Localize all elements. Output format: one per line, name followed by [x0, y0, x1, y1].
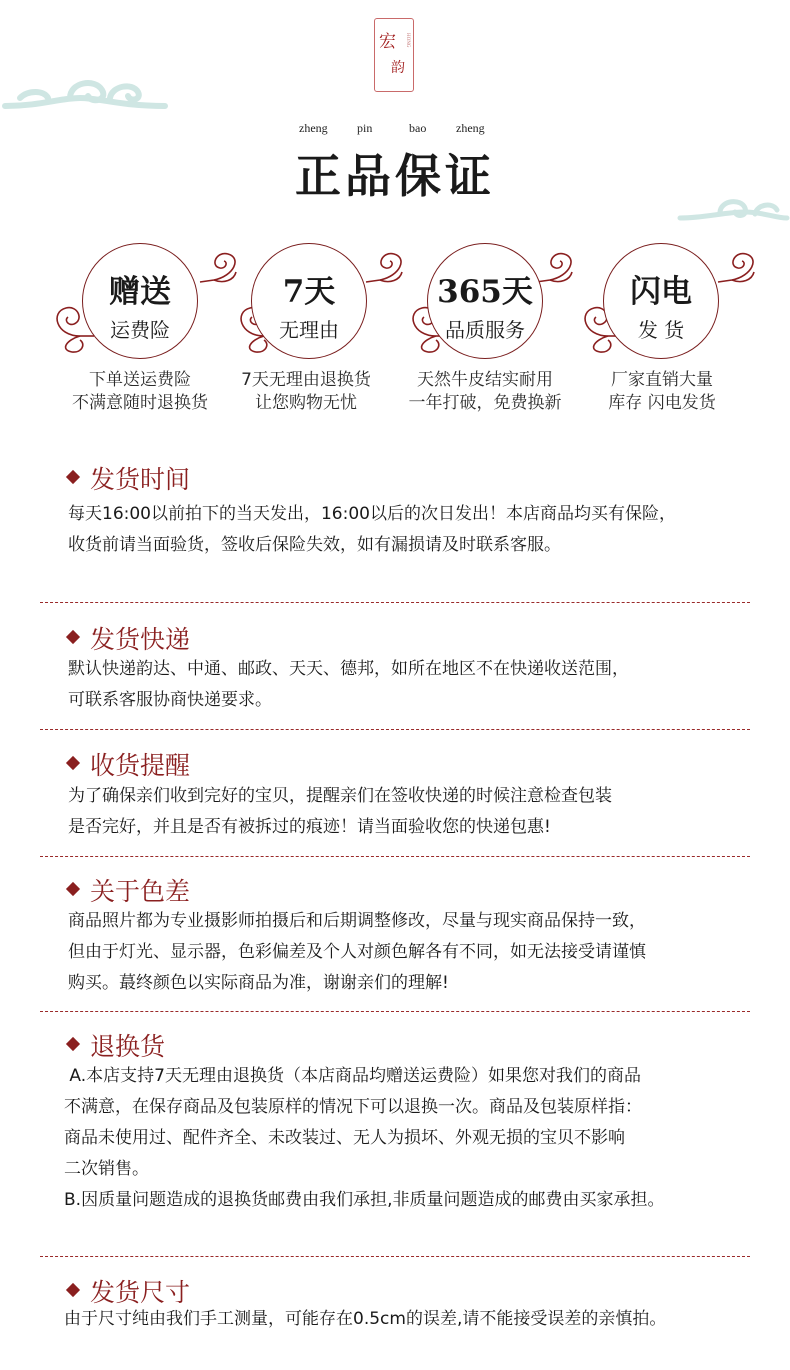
body-line: A.本店支持7天无理由退换货（本店商品均赠送运费险）如果您对我们的商品 [64, 1066, 641, 1086]
pinyin-3: bao [409, 121, 427, 135]
badge-lightning-shipping [603, 243, 719, 359]
section-divider [40, 602, 750, 603]
badge-desc-line: 天然牛皮结实耐用 [417, 370, 553, 390]
badge-desc-line: 库存 闪电发货 [608, 393, 716, 413]
body-line: 每天16:00以前拍下的当天发出，16:00以后的次日发出！本店商品均买有保险， [68, 504, 676, 524]
heading-text: 退换货 [90, 1032, 166, 1061]
diamond-bullet-icon [66, 630, 80, 644]
badge-title: 365天 [437, 274, 533, 310]
badge-description-1 [50, 369, 230, 415]
body-line: 默认快递韵达、中通、邮政、天天、德邦，如所在地区不在快递收送范围， [68, 659, 629, 679]
body-line: 由于尺寸纯由我们手工测量，可能存在0.5cm的误差,请不能接受误差的亲慎拍。 [64, 1309, 667, 1329]
body-line: 商品照片都为专业摄影师拍摄后和后期调整修改，尽量与现实商品保持一致， [68, 911, 646, 931]
section-body-color-difference [68, 906, 768, 999]
diamond-bullet-icon [66, 756, 80, 770]
body-line: 二次销售。 [64, 1159, 149, 1179]
heading-text: 发货尺寸 [90, 1278, 191, 1307]
badge-description-3 [395, 369, 575, 415]
badge-desc-line: 一年打破，免费换新 [408, 393, 562, 413]
section-heading-shipping-time [68, 460, 190, 496]
section-body-size [64, 1304, 764, 1335]
logo-roman: HONG [405, 33, 410, 48]
badge-desc-line: 下单送运费险 [89, 370, 191, 390]
logo-char-yun: 韵 [391, 60, 405, 76]
badge-365-day-quality [427, 243, 543, 359]
body-line: 不满意，在保存商品及包装原样的情况下可以退换一次。商品及包装原样指： [64, 1097, 642, 1117]
page-title: 正品保证 [295, 149, 495, 203]
body-line: 商品未使用过、配件齐全、未改装过、无人为损坏、外观无损的宝贝不影响 [64, 1128, 625, 1148]
badge-description-2 [216, 369, 396, 415]
heading-text: 关于色差 [90, 877, 191, 906]
heading-text: 收货提醒 [90, 751, 191, 780]
section-body-courier [68, 654, 768, 716]
section-body-shipping-time [68, 499, 768, 561]
title-pinyin [0, 121, 790, 137]
badge-free-shipping-insurance [82, 243, 198, 359]
diamond-bullet-icon [66, 882, 80, 896]
badge-seven-day-return [251, 243, 367, 359]
section-divider [40, 1256, 750, 1257]
brand-logo [374, 18, 414, 92]
section-body-returns [64, 1061, 764, 1216]
badge-subtitle: 发 货 [637, 318, 685, 342]
body-line: B.因质量问题造成的退换货邮费由我们承担,非质量问题造成的邮费由买家承担。 [64, 1190, 665, 1210]
badge-desc-line: 厂家直销大量 [611, 370, 713, 390]
badge-subtitle: 品质服务 [445, 318, 525, 342]
badge-title: 7天 [282, 274, 336, 310]
diamond-bullet-icon [66, 1037, 80, 1051]
body-line: 是否完好，并且是否有被拆过的痕迹！请当面验收您的快递包惠! [68, 817, 551, 837]
badge-desc-line: 不满意随时退换货 [72, 393, 208, 413]
body-line: 购买。蕞终颜色以实际商品为准，谢谢亲们的理解! [68, 973, 449, 993]
section-heading-courier [68, 620, 190, 656]
badge-desc-line: 让您购物无忧 [255, 393, 357, 413]
section-divider [40, 729, 750, 730]
badge-title: 赠送 [109, 274, 171, 310]
badge-description-4 [572, 369, 752, 415]
section-heading-receipt-reminder [68, 746, 190, 782]
badge-title: 闪电 [630, 274, 692, 310]
diamond-bullet-icon [66, 1283, 80, 1297]
heading-text: 发货时间 [90, 465, 191, 494]
heading-text: 发货快递 [90, 625, 191, 654]
badge-subtitle: 运费险 [110, 318, 170, 342]
logo-char-hong: 宏 [379, 32, 396, 52]
body-line: 为了确保亲们收到完好的宝贝，提醒亲们在签收快递的时候注意检查包装 [68, 786, 612, 806]
section-divider [40, 856, 750, 857]
diamond-bullet-icon [66, 470, 80, 484]
body-line: 收货前请当面验货，签收后保险失效，如有漏损请及时联系客服。 [68, 535, 561, 555]
pinyin-2: pin [357, 121, 373, 135]
cloud-decoration-left [0, 68, 175, 116]
pinyin-1: zheng [299, 121, 328, 135]
body-line: 但由于灯光、显示器，色彩偏差及个人对颜色解各有不同，如无法接受请谨慎 [68, 942, 646, 962]
section-body-receipt-reminder [68, 781, 768, 843]
badge-desc-line: 7天无理由退换货 [241, 370, 371, 390]
section-heading-color-difference [68, 872, 190, 908]
section-divider [40, 1011, 750, 1012]
section-heading-returns [68, 1027, 165, 1063]
badge-subtitle: 无理由 [279, 318, 339, 342]
body-line: 可联系客服协商快递要求。 [68, 690, 272, 710]
pinyin-4: zheng [456, 121, 485, 135]
